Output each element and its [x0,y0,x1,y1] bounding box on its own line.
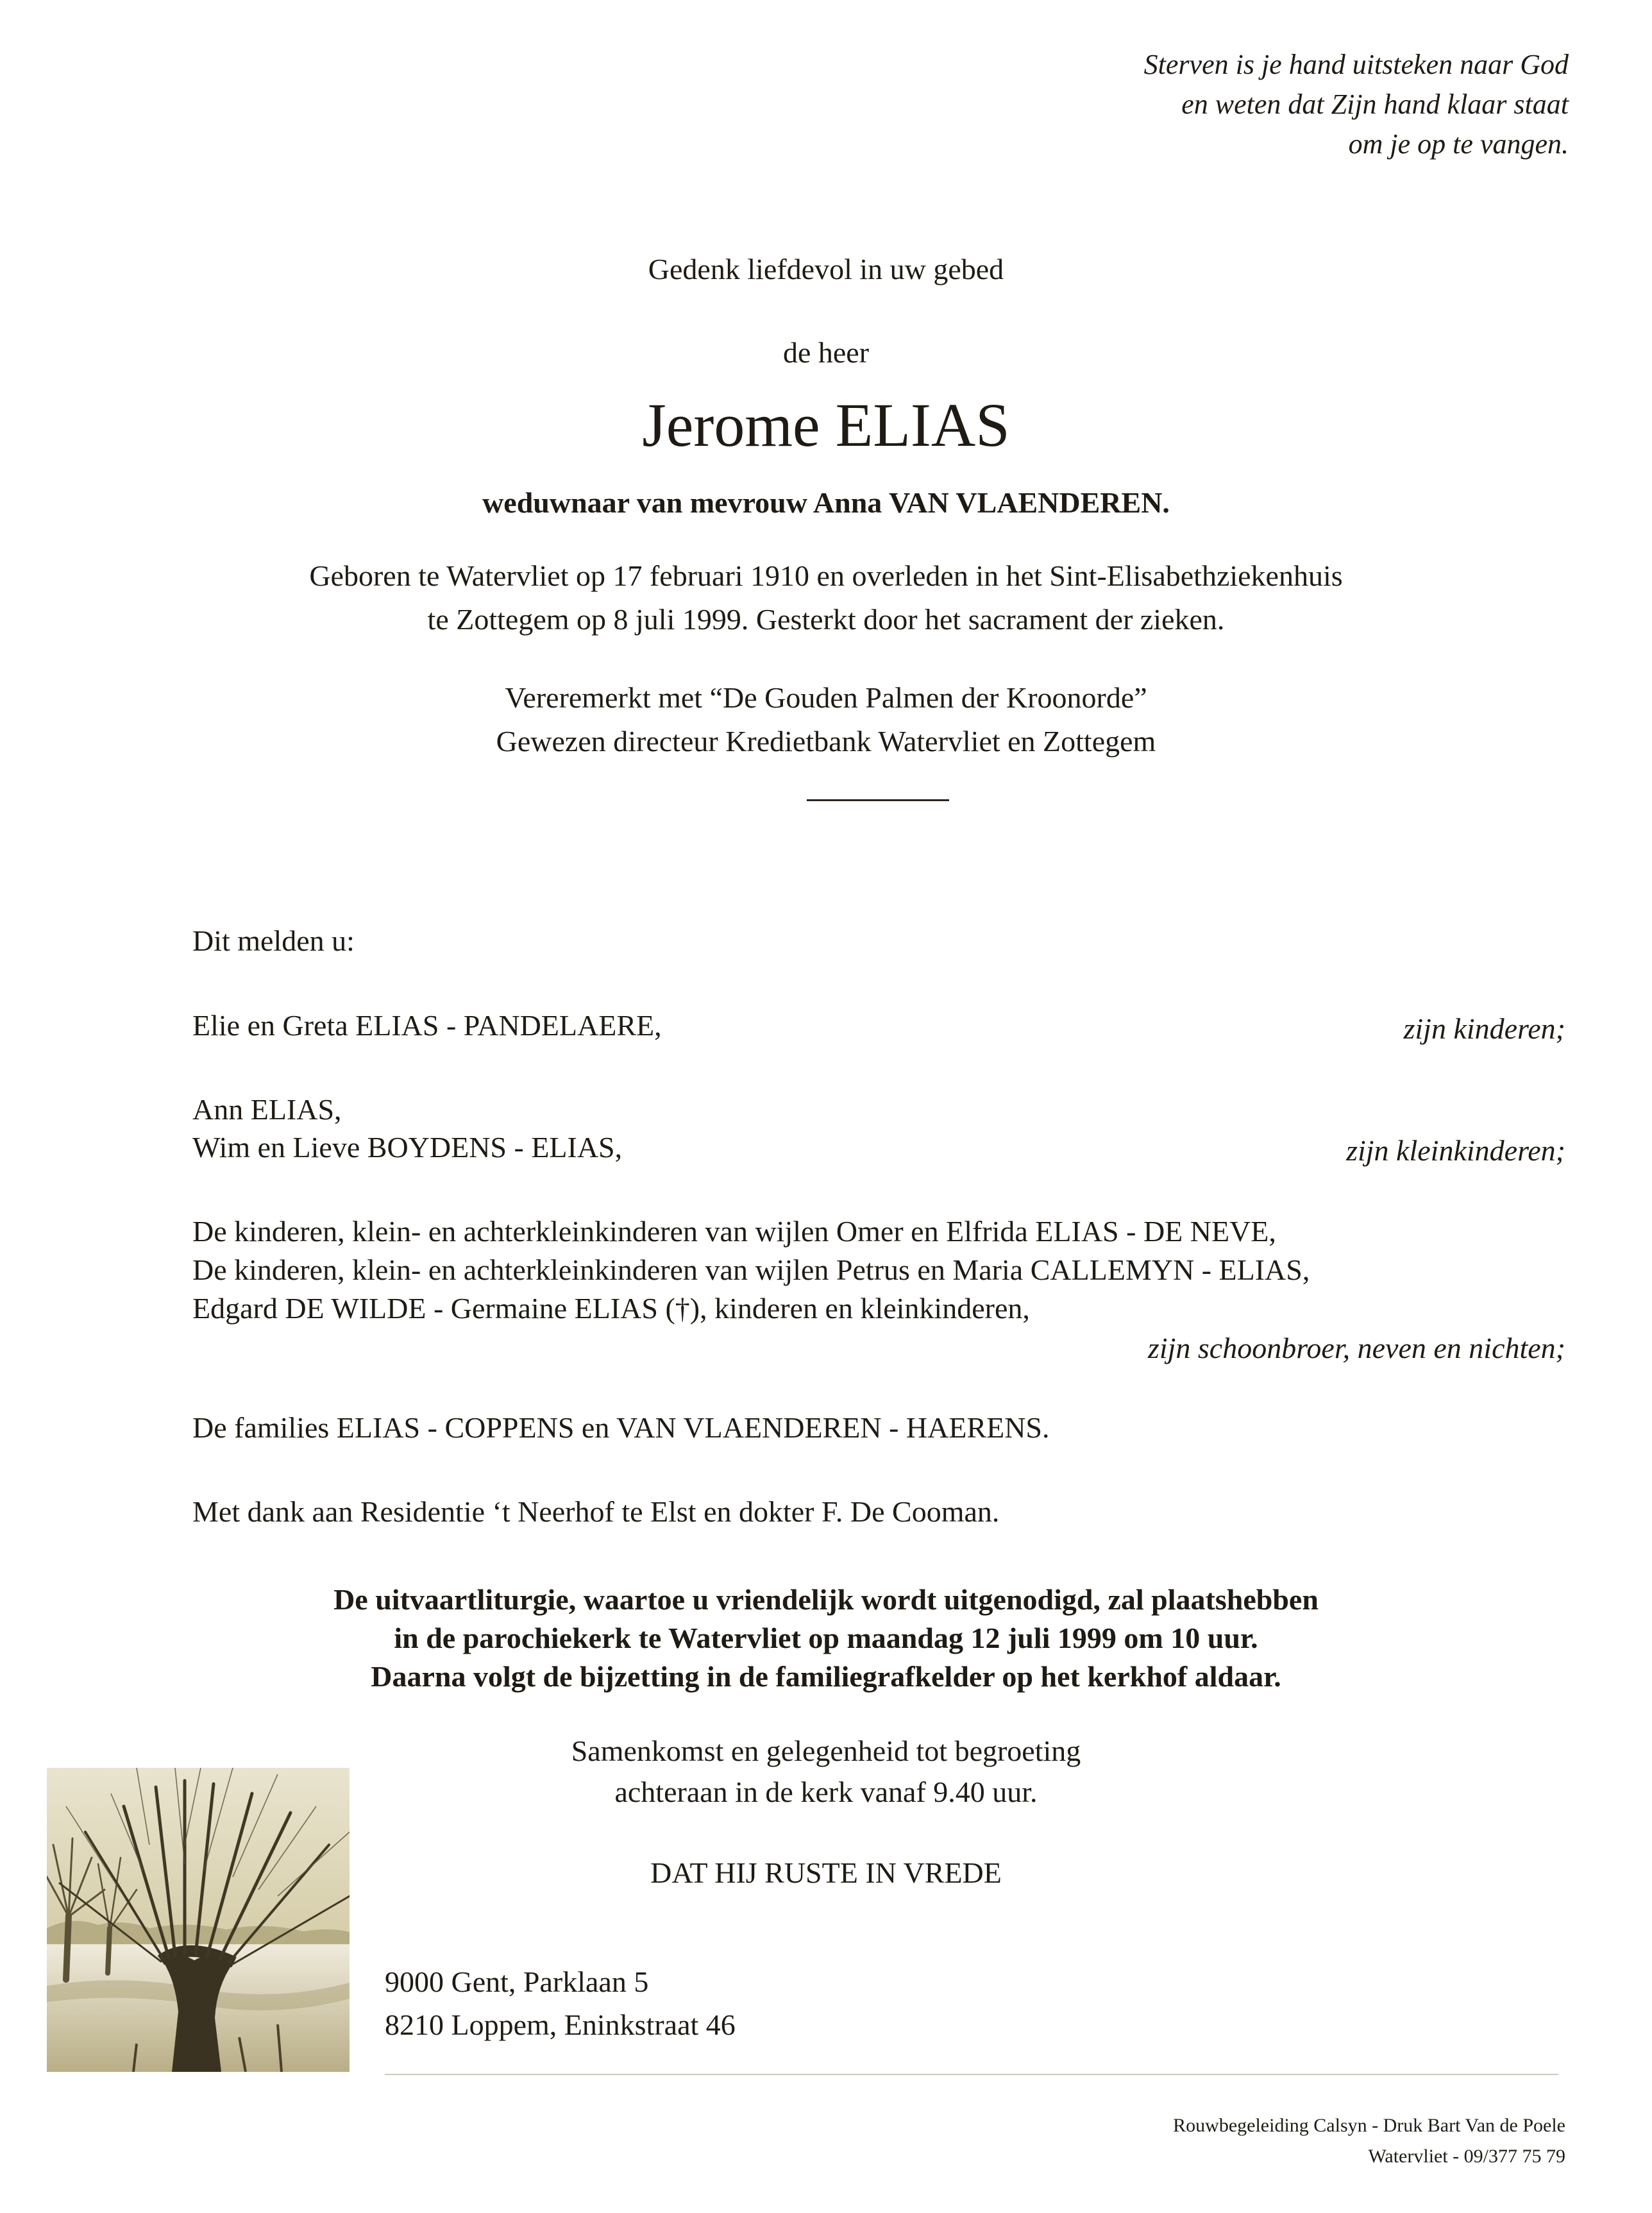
honors-line: Gewezen directeur Kredietbank Watervliet en Zottegem [496,725,1156,758]
gathering-line: achteraan in de kerk vanaf 9.40 uur. [614,1776,1038,1808]
footer-rule [385,2074,1558,2075]
willow-tree-photo [47,1768,350,2072]
grandchildren-label: zijn kleinkinderen; [1346,1134,1565,1167]
honors-line: Vereremerkt met “De Gouden Palmen der Kroonorde” [505,681,1147,714]
relatives-label: zijn schoonbroer, neven en nichten; [1147,1332,1565,1364]
bio-line: Geboren te Watervliet op 17 februari 1910 en overleden in het Sint-Elisabethziekenhuis [309,559,1343,592]
announce-intro: Dit melden u: [192,924,355,957]
salutation: de heer [782,336,870,369]
funeral-line: in de parochiekerk te Watervliet op maandag 12 juli 1999 om 10 uur. [394,1622,1258,1654]
quote-line: om je op te vangen. [1348,128,1569,160]
deceased-name: Jerome ELIAS [642,391,1010,459]
closing-line: DAT HIJ RUSTE IN VREDE [650,1856,1002,1889]
relatives-line: De kinderen, klein- en achterkleinkinderen van wijlen Omer en Elfrida ELIAS - DE NEVE, [192,1215,1276,1248]
gathering-line: Samenkomst en gelegenheid tot begroeting [571,1734,1081,1767]
printer-line: Rouwbegeleiding Calsyn - Druk Bart Van de Poele [1173,2115,1565,2136]
quote-line: en weten dat Zijn hand klaar staat [1181,89,1569,120]
section-divider [807,799,949,801]
funeral-line: Daarna volgt de bijzetting in de familiegrafkelder op het kerkhof aldaar. [371,1660,1281,1693]
grandchild-name: Ann ELIAS, [192,1093,342,1126]
relatives-line: Edgard DE WILDE - Germaine ELIAS (†), kinderen en kleinkinderen, [192,1292,1030,1325]
thanks-line: Met dank aan Residentie ‘t Neerhof te Elst en dokter F. De Cooman. [192,1495,1000,1528]
relatives-line: De kinderen, klein- en achterkleinkinderen van wijlen Petrus en Maria CALLEMYN - ELIAS, [192,1253,1310,1286]
bio-line: te Zottegem op 8 juli 1999. Gesterkt door het sacrament der zieken. [427,603,1225,636]
epigraph-quote [1144,45,1569,164]
widower-line: weduwnaar van mevrouw Anna VAN VLAENDEREN. [482,486,1170,519]
printer-credit [1173,2110,1565,2172]
families-line: De families ELIAS - COPPENS en VAN VLAENDEREN - HAERENS. [192,1411,1050,1444]
grandchild-name: Wim en Lieve BOYDENS - ELIAS, [192,1131,623,1164]
printer-line: Watervliet - 09/377 75 79 [1368,2146,1565,2167]
children-label: zijn kinderen; [1403,1012,1565,1045]
willow-tree-image [47,1768,350,2072]
quote-line: Sterven is je hand uitsteken naar God [1143,49,1569,80]
funeral-line: De uitvaartliturgie, waartoe u vriendelijk wordt uitgenodigd, zal plaatshebben [333,1583,1319,1616]
prayer-line: Gedenk liefdevol in uw gebed [648,253,1004,285]
address-line: 9000 Gent, Parklaan 5 [385,1965,649,1998]
address-line: 8210 Loppem, Eninkstraat 46 [385,2008,736,2041]
children-names: Elie en Greta ELIAS - PANDELAERE, [192,1009,662,1042]
